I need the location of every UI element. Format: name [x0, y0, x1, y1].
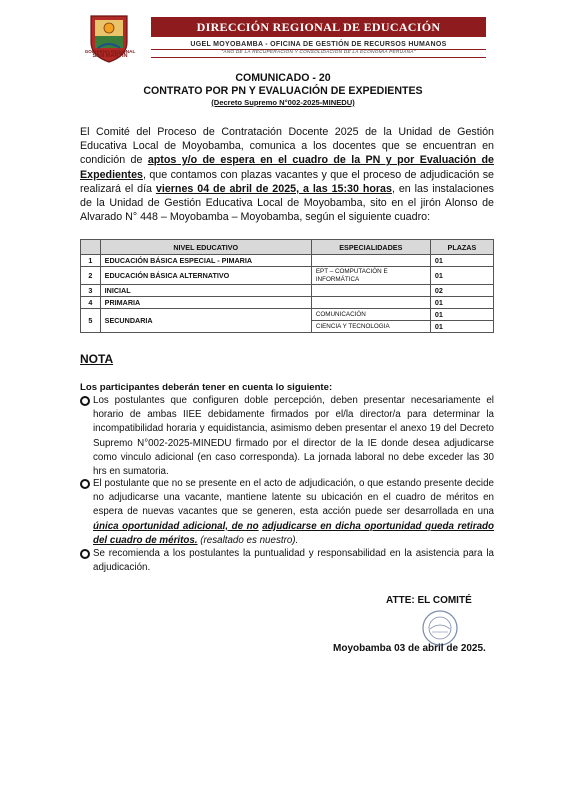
bullet-circle-icon [80, 396, 90, 406]
row-number: 4 [81, 297, 101, 309]
main-paragraph [80, 125, 494, 224]
bullet-emphasis: única oportunidad adicional, de no [93, 520, 259, 532]
bullet-circle-icon [80, 479, 90, 489]
table-header-vacancies: PLAZAS [430, 240, 493, 255]
row-level: EDUCACIÓN BÁSICA ALTERNATIVO [100, 267, 311, 285]
row-number: 2 [81, 267, 101, 285]
logo-caption-line2: SAN MARTÍN [92, 53, 128, 60]
signature-committee: ATTE: EL COMITÉ [386, 595, 472, 606]
row-vacancies: 02 [430, 285, 493, 297]
table-row [81, 309, 494, 321]
bullet-text-part: El postulante que no se presente en el acto de adjudicación, o que estando presente decide no adjudicarse una vacante, mantiene latente su ubicación en el cuadro de méritos en espera de nuevas vacantes que se generen, esta acción puede ser desarrollada en una [93, 478, 494, 518]
official-stamp-icon [420, 608, 460, 648]
row-specialty [311, 255, 430, 267]
header-motto: "AÑO DE LA RECUPERACIÓN Y CONSOLIDACIÓN DE LA ECONOMÍA PERUANA" [221, 50, 416, 55]
nota-bullet [80, 477, 494, 548]
row-number: 5 [81, 309, 101, 333]
row-vacancies: 01 [430, 255, 493, 267]
nota-heading: NOTA [80, 352, 114, 366]
row-vacancies: 01 [430, 297, 493, 309]
paragraph-emphasis-date: viernes 04 de abril de 2025, a las 15:30 horas [155, 182, 392, 195]
table-header-level: NIVEL EDUCATIVO [100, 240, 311, 255]
signature-date: Moyobamba 03 de abril de 2025. [333, 643, 486, 654]
row-specialty: CIENCIA Y TECNOLOGIA [311, 321, 430, 333]
row-level: INICIAL [100, 285, 311, 297]
nota-bullet [80, 547, 494, 575]
row-level: SECUNDARIA [100, 309, 311, 333]
table-row [81, 285, 494, 297]
row-vacancies: 01 [430, 267, 493, 285]
row-number: 1 [81, 255, 101, 267]
document-title: COMUNICADO - 20 [235, 72, 331, 84]
bullet-italic-note: (resaltado es nuestro). [197, 534, 299, 546]
bullet-circle-icon [80, 549, 90, 559]
nota-bullet [80, 394, 494, 479]
table-header-index [81, 240, 101, 255]
nota-bullet-text: Los postulantes que configuren doble percepción, deben presentar necesariamente el horario de ambas IIEE debidamente firmados por el/la director/a para determinar la incompatibilidad horaria y equidistancia, asimismo deben presentar el anexo 19 del Decreto Supremo N°002-2025-MINEDU firmado por el director de la IE donde desea adjudicarse como vinculo adicional (en caso corresponda). La jornada laboral no debe exceder las 30 hrs en sumatoria. [93, 395, 494, 478]
table-header-row [81, 240, 494, 255]
nota-bullet-text: Se recomienda a los postulantes la puntualidad y responsabilidad en la asistencia para la adjudicación. [93, 548, 494, 574]
row-specialty [311, 297, 430, 309]
row-vacancies: 01 [430, 309, 493, 321]
row-number: 3 [81, 285, 101, 297]
row-level: PRIMARIA [100, 297, 311, 309]
row-specialty: COMUNICACIÓN [311, 309, 430, 321]
row-vacancies: 01 [430, 321, 493, 333]
table-header-specialties: ESPECIALIDADES [311, 240, 430, 255]
paragraph-text: El Comité del Proceso de Contratación Docente 2025 de la Unidad de Gestión Educativa Local de Moyobamba, comunica a los docentes que se encuentran en condición de [80, 126, 494, 167]
nota-bullet-text [93, 477, 494, 548]
table-row [81, 297, 494, 309]
logo-caption-line1: GOBIERNO REGIONAL [84, 49, 136, 54]
header-divider-bottom [151, 57, 486, 58]
decree-reference: (Decreto Supremo N°002-2025-MINEDU) [211, 98, 355, 107]
row-specialty: EPT – COMPUTACIÓN E INFORMÁTICA [311, 267, 430, 285]
paragraph-text: , en las instalaciones de la Unidad de Gestión Educativa Local de Moyobamba, sito en el jirón Alonso de Alvarado N° 448 – Moyobamba – Moyobamba, según el siguiente cuadro: [80, 182, 494, 224]
document-subtitle: CONTRATO POR PN Y EVALUACIÓN DE EXPEDIENTES [143, 85, 423, 97]
paragraph-text: , que contamos con plazas vacantes y que el proceso de adjudicación se realizará el día [80, 168, 494, 195]
paragraph-emphasis-candidates: aptos y/o de espera en el cuadro de la PN y por Evaluación de Expedientes [80, 154, 494, 181]
row-level: EDUCACIÓN BÁSICA ESPECIAL - PIMARIA [100, 255, 311, 267]
table-row [81, 267, 494, 285]
header-banner: DIRECCIÓN REGIONAL DE EDUCACIÓN [151, 17, 486, 37]
logo-caption [80, 49, 140, 60]
header-subtitle: UGEL MOYOBAMBA - OFICINA DE GESTIÓN DE RECURSOS HUMANOS [190, 41, 447, 48]
vacancies-table [80, 239, 494, 333]
bullet-emphasis: adjudicarse en dicha oportunidad queda retirado del cuadro de méritos. [93, 520, 494, 546]
row-specialty [311, 285, 430, 297]
table-row [81, 255, 494, 267]
nota-intro: Los participantes deberán tener en cuenta lo siguiente: [80, 382, 333, 393]
